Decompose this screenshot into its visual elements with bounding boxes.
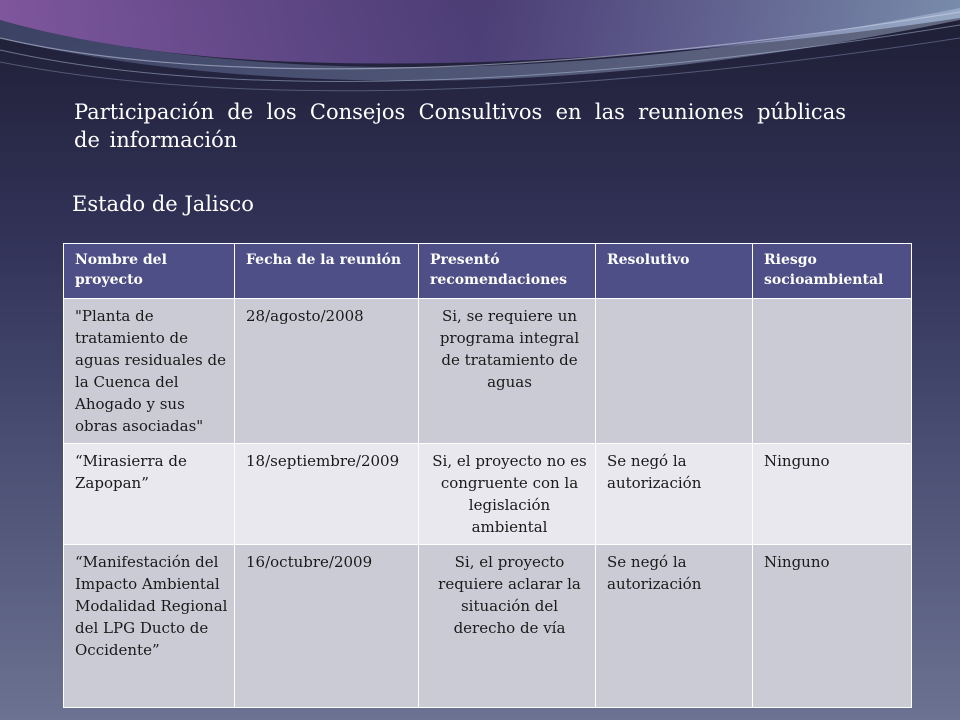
cell-recomendaciones: Si, el proyecto requiere aclarar la situación del derecho de vía [419,545,596,708]
cell-resolutivo [596,299,753,444]
header-nombre: Nombre del proyecto [64,244,235,299]
header-recomendaciones: Presentó recomendaciones [419,244,596,299]
header-fecha: Fecha de la reunión [235,244,419,299]
projects-table [63,243,912,708]
slide-title: Participación de los Consejos Consultivos en las reuniones públicas de información [74,100,846,152]
cell-resolutivo: Se negó la autorización [596,545,753,708]
cell-nombre: “Mirasierra de Zapopan” [64,444,235,545]
cell-riesgo: Ninguno [753,545,912,708]
cell-resolutivo: Se negó la autorización [596,444,753,545]
cell-nombre: “Manifestación del Impacto Ambiental Modalidad Regional del LPG Ducto de Occidente” [64,545,235,708]
table-row [64,299,912,444]
slide-subtitle: Estado de Jalisco [72,192,254,216]
cell-riesgo: Ninguno [753,444,912,545]
header-riesgo: Riesgo socioambiental [753,244,912,299]
header-resolutivo: Resolutivo [596,244,753,299]
cell-riesgo [753,299,912,444]
cell-fecha: 28/agosto/2008 [235,299,419,444]
table-row [64,545,912,708]
cell-recomendaciones: Si, se requiere un programa integral de tratamiento de aguas [419,299,596,444]
table-row [64,444,912,545]
cell-recomendaciones: Si, el proyecto no es congruente con la legislación ambiental [419,444,596,545]
cell-nombre: "Planta de tratamiento de aguas residuales de la Cuenca del Ahogado y sus obras asociadas" [64,299,235,444]
cell-fecha: 16/octubre/2009 [235,545,419,708]
cell-fecha: 18/septiembre/2009 [235,444,419,545]
table-header-row [64,244,912,299]
